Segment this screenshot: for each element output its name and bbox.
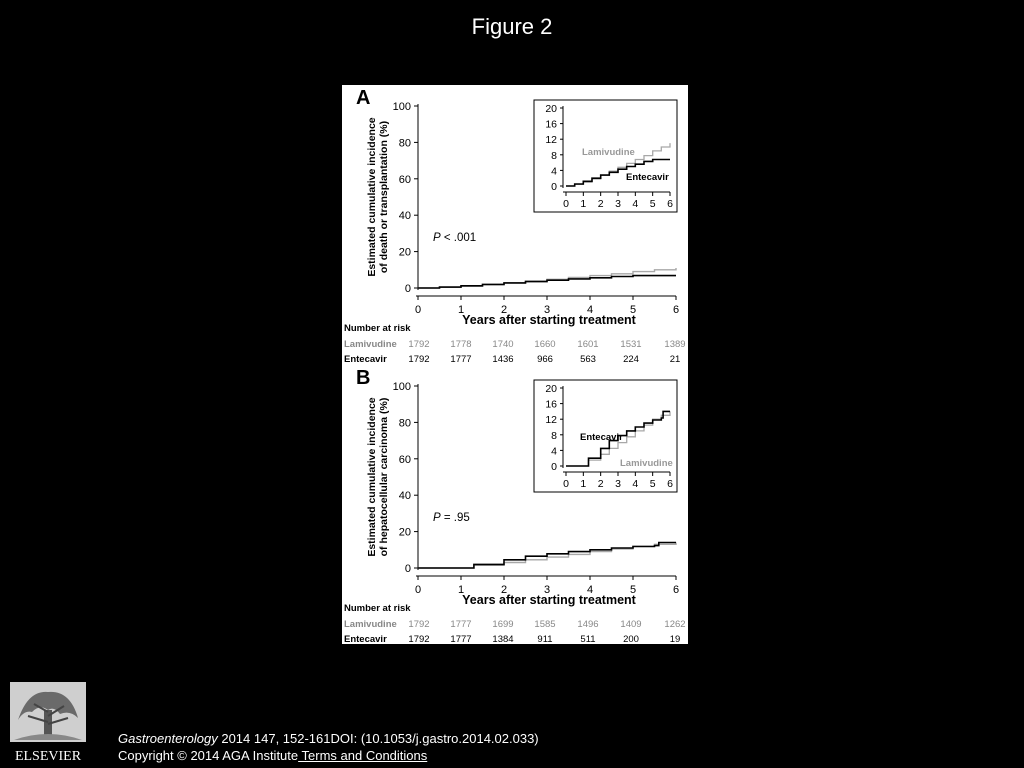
x-tick-label: 2 — [500, 584, 508, 596]
risk-cell-entecavir: 21 — [669, 354, 681, 365]
x-tick-label: 6 — [672, 584, 680, 596]
panel-letter: B — [356, 367, 371, 389]
y-tick-label: 100 — [392, 381, 411, 393]
inset-x-tick-label: 3 — [615, 198, 621, 210]
risk-cell-lamivudine: 1792 — [408, 619, 430, 630]
x-axis-label: Years after starting treatment — [462, 313, 636, 327]
risk-cell-entecavir: 966 — [537, 354, 553, 365]
inset-y-tick-label: 20 — [545, 383, 557, 395]
inset-y-tick-label: 8 — [551, 149, 557, 162]
x-axis-label: Years after starting treatment — [462, 593, 636, 607]
inset-x-tick-label: 6 — [667, 478, 673, 490]
risk-cell-entecavir: 511 — [580, 634, 596, 644]
citation-block — [118, 730, 539, 764]
y-axis-label-line1: Estimated cumulative incidence — [366, 397, 378, 557]
x-tick-label: 1 — [457, 304, 465, 316]
inset-y-tick-label: 0 — [551, 461, 557, 473]
p-value — [433, 232, 476, 244]
risk-table-header: Number at risk — [344, 323, 411, 334]
inset-label-top: Entecavir — [580, 432, 623, 443]
y-tick-label: 0 — [404, 283, 411, 295]
inset-x-tick-label: 2 — [597, 198, 604, 210]
inset-y-tick-label: 16 — [545, 398, 557, 411]
risk-row-lamivudine-label: Lamivudine — [344, 619, 397, 630]
risk-cell-entecavir: 911 — [537, 634, 553, 644]
y-tick-label: 100 — [392, 101, 411, 113]
x-tick-label: 4 — [586, 584, 594, 596]
risk-cell-lamivudine: 1699 — [492, 619, 514, 630]
y-tick-label: 20 — [398, 246, 411, 259]
inset-x-tick-label: 4 — [632, 198, 639, 210]
risk-cell-entecavir: 1777 — [450, 354, 472, 365]
x-tick-label: 2 — [500, 304, 508, 316]
inset-y-tick-label: 12 — [545, 134, 557, 147]
risk-row-lamivudine-label: Lamivudine — [344, 339, 397, 350]
x-tick-label: 6 — [672, 304, 680, 316]
series-line-entecavir — [418, 543, 676, 569]
slide-title: Figure 2 — [471, 14, 553, 39]
inset-y-tick-label: 12 — [545, 414, 557, 427]
panel-b — [344, 367, 686, 644]
risk-cell-entecavir: 1384 — [492, 634, 514, 644]
inset-x-tick-label: 0 — [563, 198, 569, 210]
risk-cell-entecavir: 563 — [580, 354, 596, 365]
y-tick-label: 40 — [398, 490, 411, 503]
inset-x-tick-label: 1 — [580, 198, 587, 210]
inset-y-tick-label: 4 — [551, 165, 557, 178]
copyright-text: Copyright © 2014 AGA Institute — [118, 748, 299, 763]
risk-cell-lamivudine: 1777 — [450, 619, 472, 630]
p-value-text: = .95 — [440, 512, 470, 524]
risk-cell-entecavir: 200 — [623, 634, 639, 644]
inset-y-tick-label: 4 — [551, 445, 557, 458]
risk-table-header: Number at risk — [344, 603, 411, 614]
figure-panel — [342, 85, 688, 644]
series-line-lamivudine — [418, 268, 676, 288]
inset-x-tick-label: 6 — [667, 198, 673, 210]
citation-details: 2014 147, 152-161DOI: (10.1053/j.gastro.2014.02.033) — [217, 731, 539, 746]
risk-cell-lamivudine: 1496 — [577, 619, 599, 630]
inset-label-top: Lamivudine — [582, 147, 635, 158]
risk-cell-lamivudine: 1601 — [577, 339, 599, 350]
risk-cell-lamivudine: 1409 — [620, 619, 642, 630]
y-tick-label: 80 — [398, 137, 411, 150]
risk-cell-lamivudine: 1389 — [664, 339, 686, 350]
inset-label-bottom: Entecavir — [626, 172, 669, 183]
risk-cell-lamivudine: 1792 — [408, 339, 430, 350]
x-tick-label: 4 — [586, 304, 594, 316]
elsevier-logo — [8, 680, 88, 764]
inset-x-tick-label: 1 — [580, 478, 587, 490]
y-tick-label: 60 — [398, 453, 411, 466]
x-tick-label: 0 — [414, 584, 422, 596]
risk-cell-lamivudine: 1778 — [450, 339, 472, 350]
x-tick-label: 0 — [414, 304, 422, 316]
terms-and-conditions-link[interactable]: Terms and Conditions — [298, 748, 428, 763]
risk-cell-entecavir: 1436 — [492, 354, 514, 365]
copyright-line — [118, 747, 539, 764]
elsevier-wordmark: ELSEVIER — [14, 749, 82, 764]
p-value-text: < .001 — [440, 232, 477, 244]
citation-line — [118, 730, 539, 747]
inset-y-tick-label: 20 — [545, 103, 557, 115]
y-tick-label: 20 — [398, 526, 411, 539]
inset-x-tick-label: 5 — [649, 478, 656, 490]
x-tick-label: 3 — [543, 584, 551, 596]
risk-row-entecavir-label: Entecavir — [344, 634, 387, 644]
inset-y-tick-label: 8 — [551, 429, 557, 442]
p-value — [433, 512, 470, 524]
inset-label-bottom: Lamivudine — [620, 458, 673, 469]
series-line-entecavir — [418, 276, 676, 288]
y-axis-label-line2: of hepatocellular carcinoma (%) — [378, 397, 390, 557]
risk-cell-lamivudine: 1585 — [534, 619, 556, 630]
risk-row-entecavir-label: Entecavir — [344, 354, 387, 365]
x-tick-label: 5 — [629, 584, 637, 596]
risk-cell-lamivudine: 1660 — [534, 339, 556, 350]
y-tick-label: 60 — [398, 173, 411, 186]
risk-cell-entecavir: 1777 — [450, 634, 472, 644]
risk-cell-lamivudine: 1740 — [492, 339, 514, 350]
inset-x-tick-label: 3 — [615, 478, 621, 490]
citation-journal: Gastroenterology — [118, 731, 218, 746]
y-axis-label-line1: Estimated cumulative incidence — [366, 117, 378, 277]
inset-x-tick-label: 0 — [563, 478, 569, 490]
p-symbol: P — [433, 512, 441, 524]
inset-x-tick-label: 2 — [597, 478, 604, 490]
x-tick-label: 3 — [543, 304, 551, 316]
panel-a — [344, 87, 686, 365]
inset-y-tick-label: 0 — [551, 181, 557, 193]
risk-cell-entecavir: 1792 — [408, 354, 430, 365]
tree-icon — [10, 682, 86, 742]
panel-letter: A — [356, 87, 371, 109]
risk-cell-lamivudine: 1531 — [620, 339, 642, 350]
inset-x-tick-label: 5 — [649, 198, 656, 210]
y-axis-label-line2: of death or transplantation (%) — [378, 120, 390, 274]
x-tick-label: 5 — [629, 304, 637, 316]
y-tick-label: 40 — [398, 210, 411, 223]
inset-y-tick-label: 16 — [545, 118, 557, 131]
y-tick-label: 0 — [404, 563, 411, 575]
risk-cell-entecavir: 1792 — [408, 634, 430, 644]
kaplan-meier-figure — [342, 85, 688, 644]
risk-cell-entecavir: 224 — [623, 354, 639, 365]
y-tick-label: 80 — [398, 417, 411, 430]
inset-x-tick-label: 4 — [632, 478, 639, 490]
p-symbol: P — [433, 232, 441, 244]
risk-cell-lamivudine: 1262 — [664, 619, 686, 630]
x-tick-label: 1 — [457, 584, 465, 596]
risk-cell-entecavir: 19 — [669, 634, 681, 644]
